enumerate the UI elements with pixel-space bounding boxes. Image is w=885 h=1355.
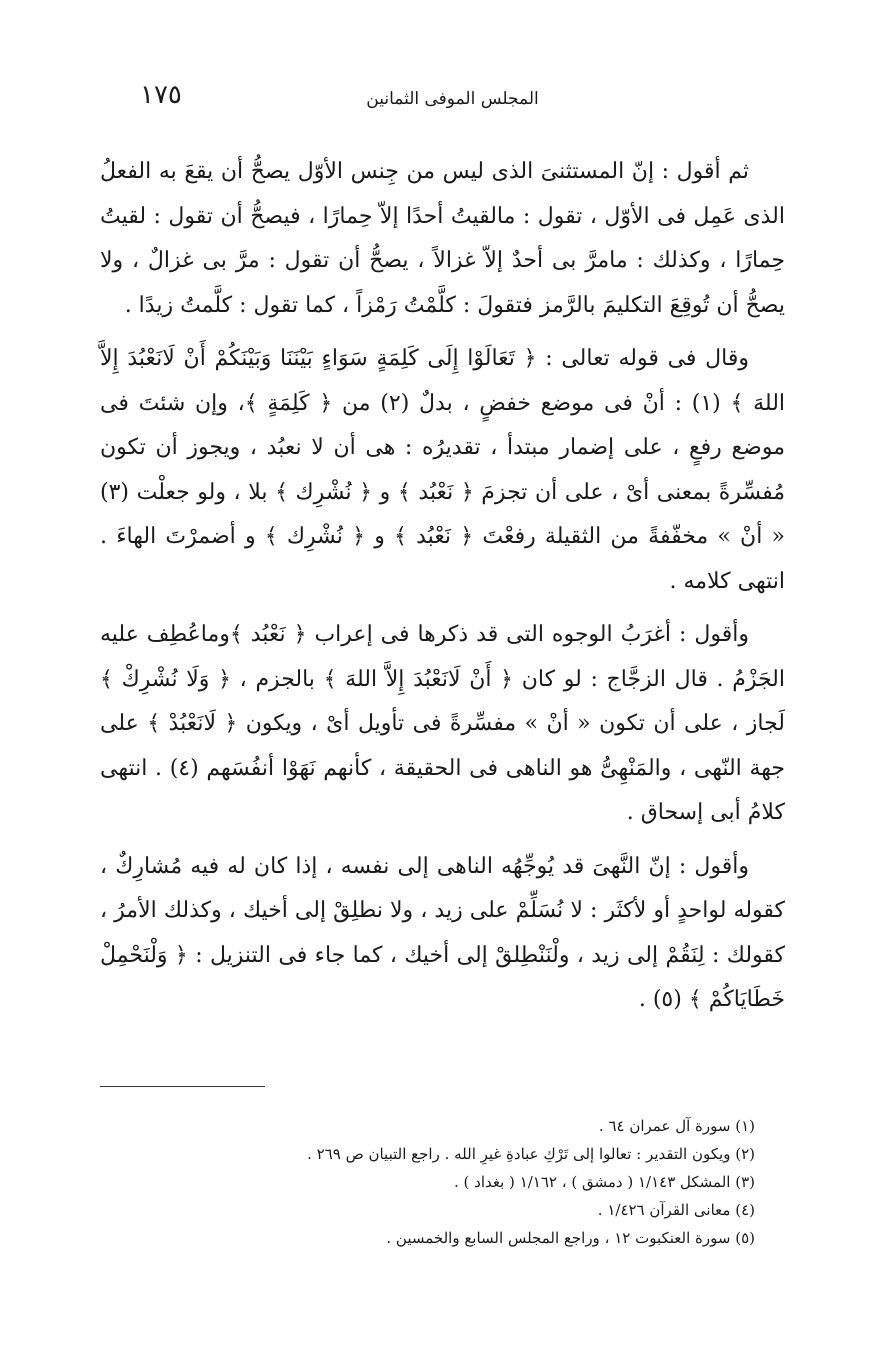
footnote-3: (٣) المشكل ١/١٤٣ ( دمشق ) ، ١/١٦٢ ( بغداد ) .: [454, 1173, 755, 1191]
page-number: ١٧٥: [140, 80, 182, 110]
footnotes: [100, 1112, 755, 1252]
page-header: [120, 80, 785, 116]
footnote-5: (٥) سورة العنكبوت ١٢ ، وراجع المجلس السابع والخمسين .: [386, 1229, 755, 1247]
paragraph-2: وقال فى قوله تعالى : ﴿ تَعَالَوْا إِلَى كَلِمَةٍ سَوَاءٍ بَيْنَنَا وَبَيْنَكُمْ أَنْ لَانَعْبُدَ إِلاَّ اللهَ ﴾ (١) : أنْ فى موضع خفضٍ ، بدلٌ (٢) من ﴿ كَلِمَةٍ ﴾، وإن شئتَ فى موضع رفعٍ ، على إضمار مبتدأ ، تقديرُه : هى أن لا نعبُد ، ويجوز أن تكون مُفسِّرةً بمعنى أىْ ، على أن تجزمَ ﴿ نَعْبُد ﴾ و ﴿ نُشْرِك ﴾ بلا ، ولو جعلْت (٣) « أنْ » مخفّفةً من الثقيلة رفعْتَ ﴿ نَعْبُد ﴾ و ﴿ نُشْرِك ﴾ و أضمرْتَ الهاءَ . انتهى كلامه .: [100, 346, 786, 594]
paragraph-1: ثم أقول : إنّ المستثنىَ الذى ليس من جِنس الأوّل يصحُّ أن يقعَ به الفعلُ الذى عَمِل فى الأوّل ، تقول : مالقيتُ أحدًا إلاّ حِمارًا ، فيصحُّ أن تقول : لقيتُ حِمارًا ، وكذلك : مامرَّ بى أحدٌ إلاّ غزالاً ، يصحُّ أن تقول : مرَّ بى غزالٌ ، ولا يصحُّ أن تُوقِعَ التكليمَ بالرَّمز فتقولَ : كلَّمْتُ رَمْزاً ، كما تقول : كلَّمتُ زيدًا .: [100, 159, 785, 318]
footnote-4: (٤) معانى القرآن ١/٤٢٦ .: [597, 1201, 755, 1219]
running-head: المجلس الموفى الثمانين: [366, 89, 539, 109]
footnote-1: (١) سورة آل عمران ٦٤ .: [598, 1117, 755, 1135]
paragraph-4: وأقول : إنّ النَّهىَ قد يُوجِّهُه الناهى إلى نفسه ، إذا كان له فيه مُشارِكٌ ، كقوله لواحدٍ أو لأكثَر : لا نُسَلِّمْ على زيد ، ولا نطلِقْ إلى أخيك ، وكذلك الأمرُ ، كقولك : لِنَقُمْ إلى زيد ، ولْنَنْطِلقْ إلى أخيك ، كما جاء فى التنزيل : ﴿ وَلْنَحْمِلْ خَطَايَاكُمْ ﴾ (٥) .: [100, 853, 785, 1012]
main-text: [100, 150, 785, 1023]
footnote-separator: [100, 1086, 265, 1087]
paragraph-3: وأقول : أغرَبُ الوجوه التى قد ذكرها فى إعراب ﴿ نَعْبُد ﴾وماعُطِف عليه الجَزْمُ . قال الزجَّاج : لو كان ﴿ أَنْ لَانَعْبُدَ إِلاَّ اللهَ ﴾ بالجزم ، ﴿ وَلَا نُشْرِكْ ﴾ لَجاز ، على أن تكون « أنْ » مفسِّرةً فى تأويل أىْ ، ويكون ﴿ لَانَعْبُدْ ﴾ على جهة النّهى ، والمَنْهِىُّ هو الناهى فى الحقيقة ، كأنهم نَهَوْا أنفُسَهم (٤) . انتهى كلامُ أبى إسحاق .: [100, 622, 785, 825]
footnote-2: (٢) ويكون التقدير : تعالوا إلى تَرْكِ عبادةِ غيرِ الله . راجع التبيان ص ٢٦٩ .: [307, 1145, 755, 1163]
